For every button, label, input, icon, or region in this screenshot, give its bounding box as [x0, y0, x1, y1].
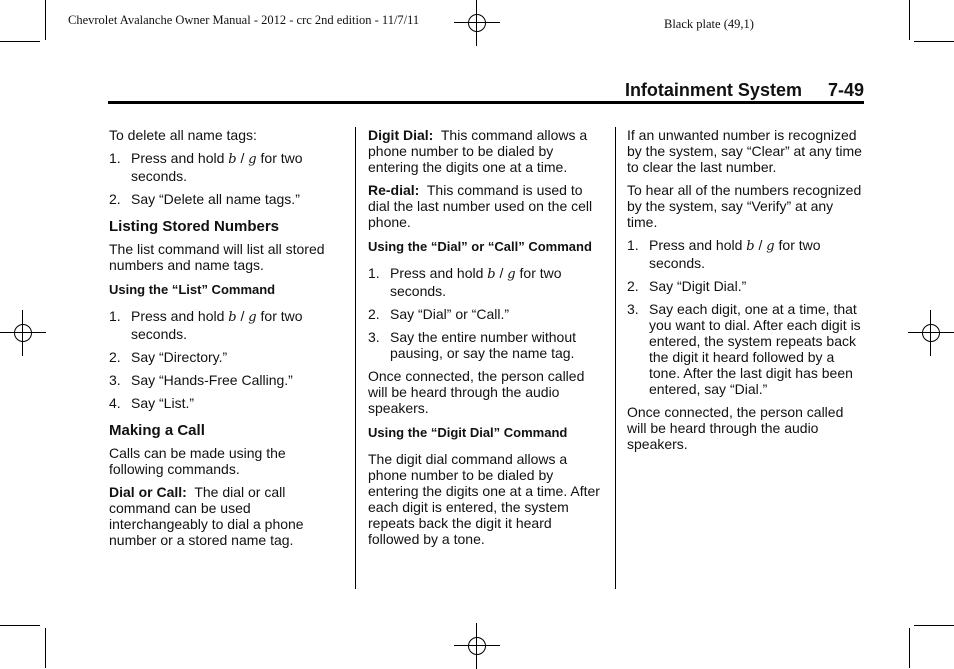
talk-button-icon: b: [228, 152, 237, 167]
voice-button-icon: g: [507, 267, 516, 282]
registration-mark-left: [0, 310, 46, 356]
registration-mark-bottom: [454, 623, 500, 669]
column-3: [627, 127, 863, 459]
section-heading: Making a Call: [109, 422, 205, 439]
talk-button-icon: b: [746, 239, 755, 254]
section-title: Infotainment System: [624, 80, 802, 100]
list-item: 1. Press and hold b / g for two seconds.: [627, 237, 821, 271]
list-item: 3. Say “Hands-Free Calling.”: [109, 372, 293, 388]
list-item: 1. Press and hold b / g for two seconds.: [109, 150, 303, 184]
crop-mark: [909, 0, 910, 40]
body-text: The list command will list all stored numbers and name tags.: [109, 241, 325, 273]
list-item: 1. Press and hold b / g for two seconds.: [368, 265, 562, 299]
body-text: Re-dial: This command is used to dial the last number used on the cell phone.: [368, 182, 593, 230]
list-item: 1. Press and hold b / g for two seconds.: [109, 308, 303, 342]
voice-button-icon: g: [248, 310, 257, 325]
crop-mark: [914, 625, 954, 626]
column-divider: [355, 127, 356, 589]
voice-button-icon: g: [248, 152, 257, 167]
body-text: To hear all of the numbers recognized by the system, say “Verify” at any time.: [627, 182, 862, 230]
list-item: 3. Say the entire number without pausing, or say the name tag.: [368, 329, 576, 361]
term-label: Digit Dial:: [368, 127, 434, 143]
talk-button-icon: b: [487, 267, 496, 282]
list-item: 2. Say “Dial” or “Call.”: [368, 306, 510, 322]
page-number: 7-49: [827, 80, 864, 100]
term-label: Dial or Call:: [109, 484, 187, 500]
numbered-list: [627, 237, 863, 397]
subheading: Using the “Digit Dial” Command: [368, 425, 568, 440]
body-text: Once connected, the person called will be heard through the audio speakers.: [627, 404, 844, 452]
talk-button-icon: b: [228, 310, 237, 325]
body-text: To delete all name tags:: [109, 127, 257, 143]
term-label: Re-dial:: [368, 182, 420, 198]
crop-mark: [909, 628, 910, 668]
crop-mark: [0, 625, 40, 626]
column-1: [109, 127, 341, 555]
subheading: Using the “List” Command: [109, 282, 276, 297]
section-heading: Listing Stored Numbers: [109, 218, 280, 235]
registration-mark-top: [454, 0, 500, 46]
header-rule: [108, 101, 864, 104]
registration-mark-right: [908, 310, 954, 356]
subheading: Using the “Dial” or “Call” Command: [368, 239, 592, 254]
numbered-list: [109, 308, 341, 411]
list-item: 2. Say “Delete all name tags.”: [109, 191, 300, 207]
column-divider: [615, 127, 616, 589]
list-item: 2. Say “Digit Dial.”: [627, 278, 747, 294]
running-head: [625, 80, 864, 101]
column-2: [368, 127, 606, 554]
numbered-list: [368, 265, 606, 361]
plate-label: Black plate (49,1): [664, 17, 754, 31]
list-item: 2. Say “Directory.”: [109, 349, 228, 365]
body-text: If an unwanted number is recognized by the system, say “Clear” at any time to clear the last number.: [627, 127, 862, 175]
crop-mark: [45, 628, 46, 668]
body-text: Once connected, the person called will be heard through the audio speakers.: [368, 368, 585, 416]
crop-mark: [914, 41, 954, 42]
numbered-list: [109, 150, 341, 207]
print-slug: Chevrolet Avalanche Owner Manual - 2012 - crc 2nd edition - 11/7/11: [68, 13, 420, 27]
body-text: The digit dial command allows a phone number to be dialed by entering the digits one at a time. After each digit is entered, the system repeats back the digit it heard followed by a tone.: [368, 451, 600, 547]
crop-mark: [45, 0, 46, 40]
body-text: Dial or Call: The dial or call command can be used interchangeably to dial a phone number or a stored name tag.: [109, 484, 304, 548]
crop-mark: [0, 41, 40, 42]
list-item: 4. Say “List.”: [109, 395, 195, 411]
voice-button-icon: g: [766, 239, 775, 254]
body-text: Calls can be made using the following commands.: [109, 445, 286, 477]
list-item: 3. Say each digit, one at a time, that you want to dial. After each digit is entered, the system repeats back the digit it heard followed by a tone. After the last digit has been entered, say “Dial.”: [627, 301, 861, 397]
body-text: Digit Dial: This command allows a phone number to be dialed by entering the digits one at a time.: [368, 127, 588, 175]
